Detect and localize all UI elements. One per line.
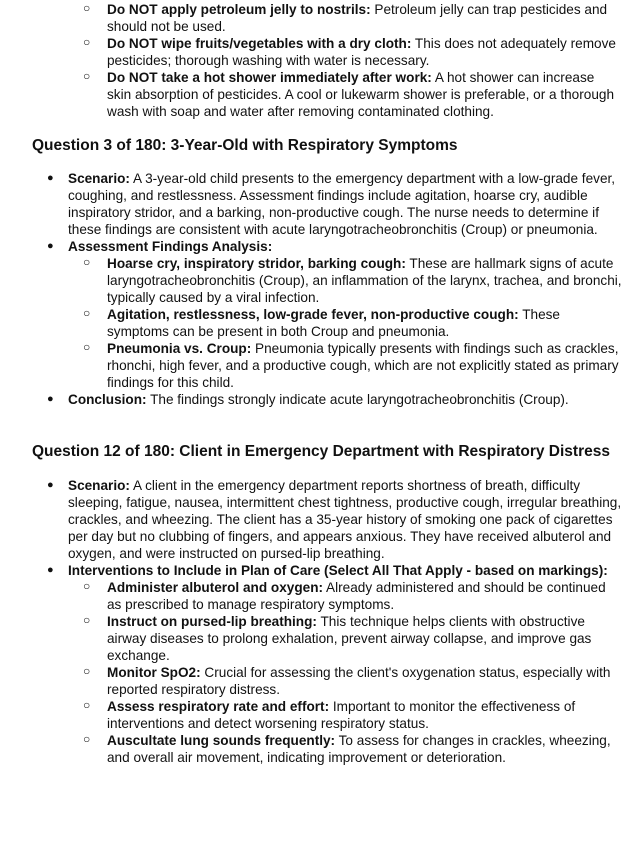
item-text: A 3-year-old child presents to the emergency department with a low-grade fever, coughing, and restlessness. Assessment findings include agitation, hoarse cry, audible inspiratory stridor, and a barking, non-productive cough. The nurse needs to determine if these findings are consistent with acute laryngotracheobronchitis (Croup) or pneumonia. bbox=[68, 171, 616, 237]
item-title: Conclusion: bbox=[68, 392, 147, 407]
section-heading-q12: Question 12 of 180: Client in Emergency Department with Respiratory Distress bbox=[32, 443, 610, 460]
circle-bullet-icon: ○ bbox=[83, 613, 91, 627]
list-item bbox=[0, 579, 640, 613]
circle-bullet-icon: ○ bbox=[83, 579, 91, 593]
circle-bullet-icon: ○ bbox=[83, 732, 91, 746]
item-title: Auscultate lung sounds frequently: bbox=[107, 733, 336, 748]
item-text: The findings strongly indicate acute laryngotracheobronchitis (Croup). bbox=[146, 392, 569, 407]
circle-bullet-icon: ○ bbox=[83, 340, 91, 354]
item-text: To assess for changes in crackles, wheezing, and overall air movement, indicating improvement or deterioration. bbox=[107, 733, 611, 765]
circle-bullet-icon: ○ bbox=[83, 664, 91, 678]
disc-bullet-icon: ● bbox=[47, 564, 54, 576]
list-item bbox=[0, 1, 640, 35]
item-title: Administer albuterol and oxygen: bbox=[107, 580, 324, 595]
list-item bbox=[0, 69, 640, 120]
list-item bbox=[0, 255, 640, 306]
item-text: This does not adequately remove pesticides; thorough washing with water is necessary. bbox=[107, 36, 616, 68]
circle-bullet-icon: ○ bbox=[83, 1, 91, 15]
item-title: Assess respiratory rate and effort: bbox=[107, 699, 330, 714]
q12-list bbox=[0, 477, 640, 766]
top-sub-list bbox=[0, 1, 640, 120]
item-text: A hot shower can increase skin absorption of pesticides. A cool or lukewarm shower is preferable, or a thorough wash with soap and water after removing contaminated clothing. bbox=[107, 70, 615, 119]
item-title: Scenario: bbox=[68, 171, 130, 186]
item-text: Petroleum jelly can trap pesticides and should not be used. bbox=[107, 2, 608, 34]
list-item bbox=[0, 306, 640, 340]
item-text: Crucial for assessing the client's oxygenation status, especially with reported respiratory distress. bbox=[107, 665, 611, 697]
item-text: These symptoms can be present in both Croup and pneumonia. bbox=[107, 307, 560, 339]
item-title: Scenario: bbox=[68, 478, 130, 493]
item-title: Do NOT take a hot shower immediately after work: bbox=[107, 70, 432, 85]
item-text: Pneumonia typically presents with findings such as crackles, rhonchi, high fever, and a productive cough, which are not explicitly stated as primary findings for this child. bbox=[107, 341, 619, 390]
list-item bbox=[0, 698, 640, 732]
item-title: Do NOT apply petroleum jelly to nostrils: bbox=[107, 2, 371, 17]
item-text: This technique helps clients with obstructive airway diseases to prolong exhalation, prevent airway collapse, and improve gas exchange. bbox=[107, 614, 592, 663]
item-text: Already administered and should be continued as prescribed to manage respiratory symptoms. bbox=[107, 580, 606, 612]
item-title: Agitation, restlessness, low-grade fever, non-productive cough: bbox=[107, 307, 519, 322]
q3-list bbox=[0, 170, 640, 408]
circle-bullet-icon: ○ bbox=[83, 698, 91, 712]
item-title: Pneumonia vs. Croup: bbox=[107, 341, 252, 356]
item-title: Do NOT wipe fruits/vegetables with a dry cloth: bbox=[107, 36, 412, 51]
list-item bbox=[0, 35, 640, 69]
item-text: Important to monitor the effectiveness of interventions and detect worsening respiratory status. bbox=[107, 699, 576, 731]
circle-bullet-icon: ○ bbox=[83, 306, 91, 320]
list-item bbox=[0, 170, 640, 238]
list-item bbox=[0, 391, 640, 408]
list-item bbox=[0, 562, 640, 579]
disc-bullet-icon: ● bbox=[47, 240, 54, 252]
list-item bbox=[0, 613, 640, 664]
list-item bbox=[0, 732, 640, 766]
circle-bullet-icon: ○ bbox=[83, 35, 91, 49]
item-text: These are hallmark signs of acute laryngotracheobronchitis (Croup), an inflammation of the larynx, trachea, and bronchi, typically caused by a viral infection. bbox=[107, 256, 622, 305]
item-title: Monitor SpO2: bbox=[107, 665, 201, 680]
disc-bullet-icon: ● bbox=[47, 479, 54, 491]
section-heading-q3: Question 3 of 180: 3-Year-Old with Respiratory Symptoms bbox=[32, 137, 458, 154]
list-item bbox=[0, 664, 640, 698]
item-title: Interventions to Include in Plan of Care (Select All That Apply - based on markings): bbox=[68, 563, 608, 578]
item-title: Instruct on pursed-lip breathing: bbox=[107, 614, 317, 629]
list-item bbox=[0, 340, 640, 391]
circle-bullet-icon: ○ bbox=[83, 255, 91, 269]
list-item bbox=[0, 238, 640, 255]
disc-bullet-icon: ● bbox=[47, 172, 54, 184]
disc-bullet-icon: ● bbox=[47, 393, 54, 405]
item-title: Assessment Findings Analysis: bbox=[68, 239, 273, 254]
item-title: Hoarse cry, inspiratory stridor, barking cough: bbox=[107, 256, 406, 271]
list-item bbox=[0, 477, 640, 562]
item-text: A client in the emergency department reports shortness of breath, difficulty sleeping, fatigue, nausea, intermittent chest tightness, productive cough, irregular breathing, crackles, and wheezing. The client has a 35-year history of smoking one pack of cigarettes per day but no clubbing of fingers, and appears anxious. They have received albuterol and oxygen, and were instructed on pursed-lip breathing. bbox=[68, 478, 622, 561]
circle-bullet-icon: ○ bbox=[83, 69, 91, 83]
